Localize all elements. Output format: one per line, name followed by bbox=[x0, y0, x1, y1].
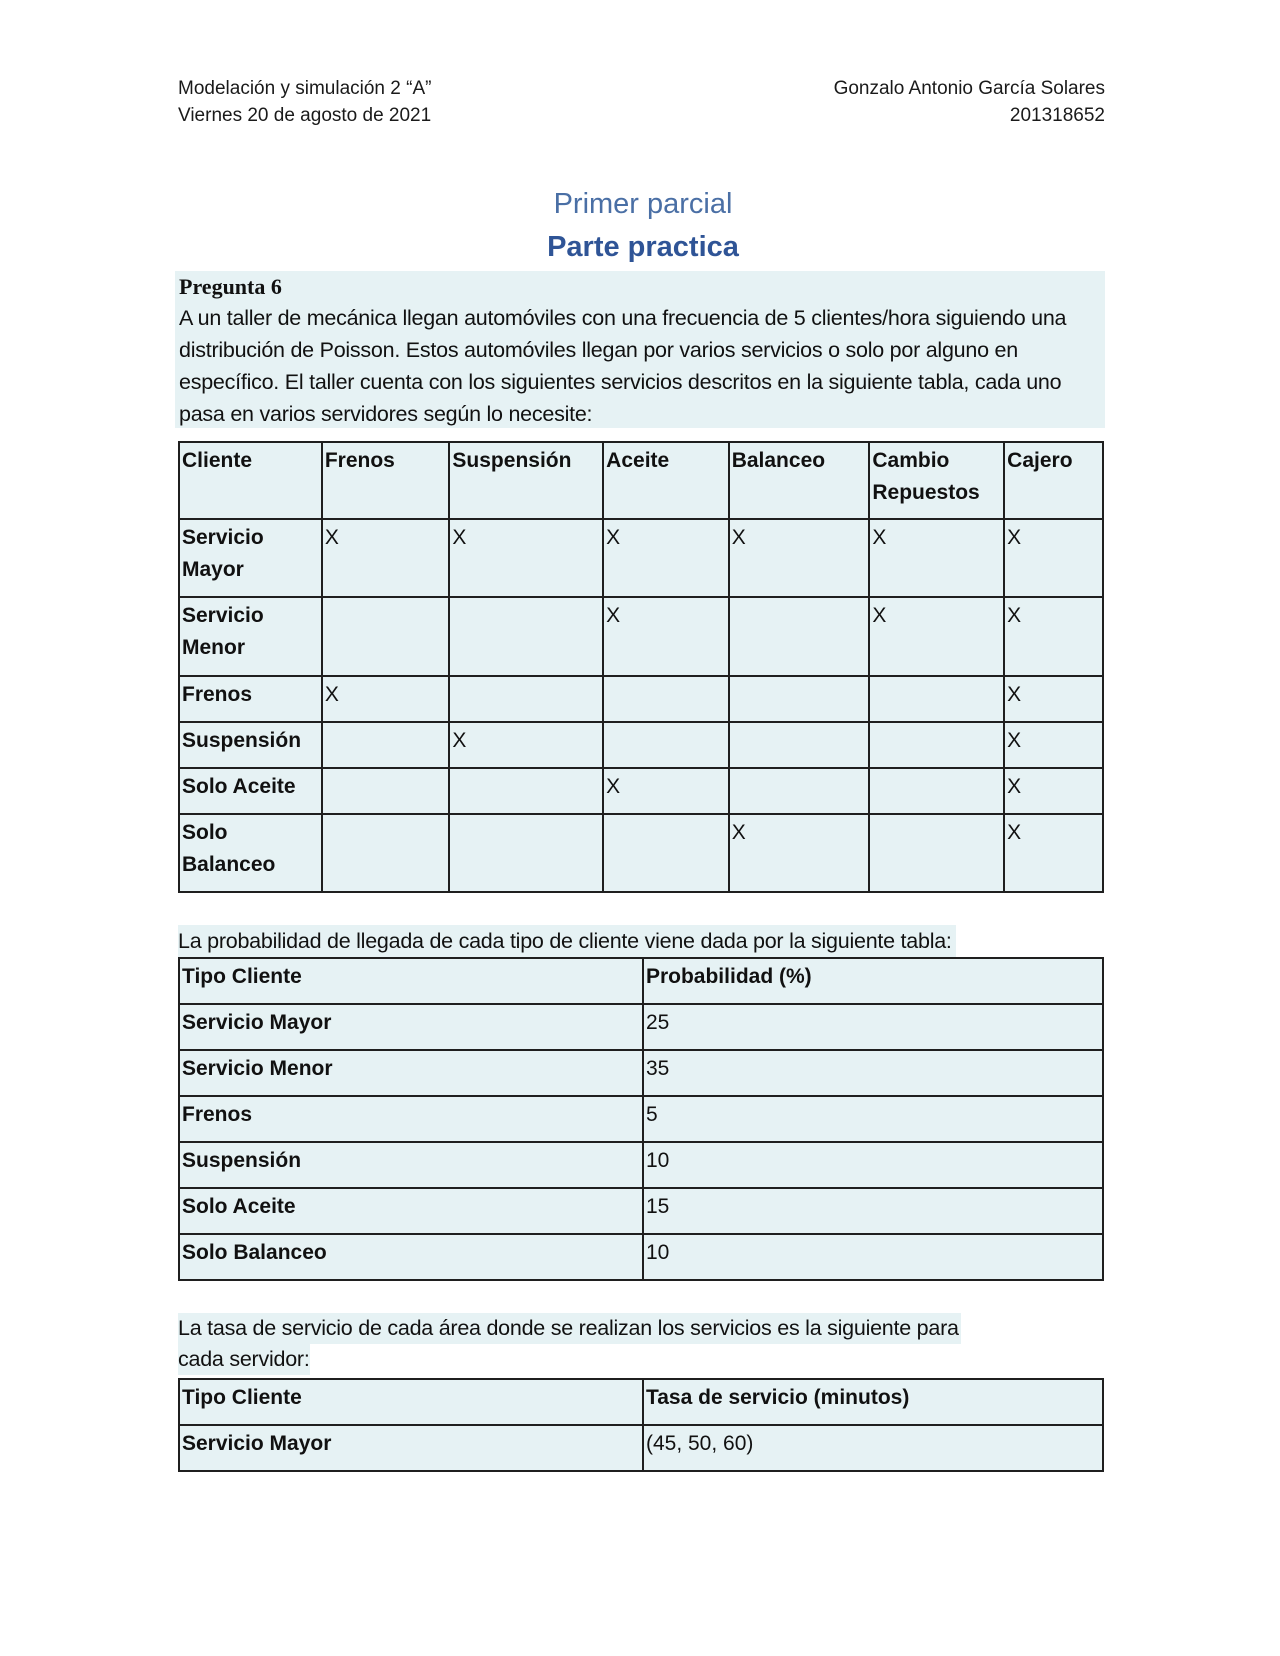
header-right bbox=[834, 75, 1105, 129]
exam-title: Primer parcial bbox=[553, 188, 733, 220]
table-row bbox=[179, 768, 1103, 814]
table-cell: X bbox=[449, 722, 603, 768]
table-cell bbox=[449, 597, 603, 676]
table-cell: X bbox=[1004, 768, 1103, 814]
table-header-cell: Cliente bbox=[179, 442, 322, 519]
table-header-cell: Tipo Cliente bbox=[179, 958, 643, 1004]
student-name: Gonzalo Antonio García Solares bbox=[833, 78, 1105, 99]
table-cell bbox=[322, 768, 450, 814]
table-cell: X bbox=[603, 768, 729, 814]
table-cell bbox=[322, 722, 450, 768]
table-cell: X bbox=[1004, 814, 1103, 892]
table-cell bbox=[603, 814, 729, 892]
table-cell bbox=[869, 814, 1004, 892]
table-row bbox=[179, 676, 1103, 722]
row-label: Servicio Menor bbox=[179, 597, 322, 676]
table-cell: X bbox=[1004, 722, 1103, 768]
table-cell bbox=[449, 814, 603, 892]
table-cell bbox=[322, 597, 450, 676]
service-rate-intro-line2: cada servidor: bbox=[178, 1344, 310, 1375]
table-cell: X bbox=[449, 519, 603, 597]
table-header-cell: Tasa de servicio (minutos) bbox=[643, 1379, 1103, 1425]
table-header-cell: Aceite bbox=[603, 442, 729, 519]
row-label: Solo Aceite bbox=[179, 1188, 643, 1234]
row-label: Suspensión bbox=[179, 1142, 643, 1188]
table-cell: X bbox=[869, 519, 1004, 597]
table-header-cell: Suspensión bbox=[449, 442, 603, 519]
table-row bbox=[179, 1425, 1103, 1471]
row-label: Solo Aceite bbox=[179, 768, 322, 814]
question-text: A un taller de mecánica llegan automóviles con una frecuencia de 5 clientes/hora siguiendo una distribución de Poisson. Estos automóviles llegan por varios servicios o solo por alguno en específico. El taller cuenta con los siguientes servicios descritos en la siguiente tabla, cada uno pasa en varios servidores según lo necesite: bbox=[179, 306, 1067, 426]
table-row bbox=[179, 1234, 1103, 1280]
table-row bbox=[179, 519, 1103, 597]
services-table bbox=[178, 441, 1104, 893]
question-title: Pregunta 6 bbox=[179, 274, 282, 299]
table-cell bbox=[869, 722, 1004, 768]
table-cell: X bbox=[322, 676, 450, 722]
table-cell: X bbox=[1004, 676, 1103, 722]
table-cell: X bbox=[1004, 597, 1103, 676]
table-cell: 10 bbox=[643, 1234, 1103, 1280]
table-cell: 15 bbox=[643, 1188, 1103, 1234]
table-header-row bbox=[179, 442, 1103, 519]
table-row bbox=[179, 1188, 1103, 1234]
table-cell bbox=[729, 676, 870, 722]
table-row bbox=[179, 814, 1103, 892]
table-row bbox=[179, 722, 1103, 768]
table-cell bbox=[603, 676, 729, 722]
table-row bbox=[179, 1004, 1103, 1050]
table-cell bbox=[449, 676, 603, 722]
student-id: 201318652 bbox=[1009, 105, 1105, 126]
table-row bbox=[179, 1096, 1103, 1142]
table-header-row bbox=[179, 1379, 1103, 1425]
table-cell bbox=[729, 597, 870, 676]
table-header-cell: Cambio Repuestos bbox=[869, 442, 1004, 519]
row-label: Frenos bbox=[179, 1096, 643, 1142]
probability-intro: La probabilidad de llegada de cada tipo de cliente viene dada por la siguiente tabla: bbox=[178, 925, 956, 957]
table-header-cell: Cajero bbox=[1004, 442, 1103, 519]
table-cell bbox=[729, 722, 870, 768]
table-header-cell: Balanceo bbox=[729, 442, 870, 519]
table-cell: X bbox=[869, 597, 1004, 676]
table-cell: 5 bbox=[643, 1096, 1103, 1142]
exam-date: Viernes 20 de agosto de 2021 bbox=[178, 105, 432, 126]
table-cell bbox=[729, 768, 870, 814]
table-header-row bbox=[179, 958, 1103, 1004]
header-left bbox=[178, 75, 431, 129]
table-cell: 35 bbox=[643, 1050, 1103, 1096]
table-cell: X bbox=[1004, 519, 1103, 597]
course-name: Modelación y simulación 2 “A” bbox=[178, 78, 432, 99]
table-cell: (45, 50, 60) bbox=[643, 1425, 1103, 1471]
row-label: Solo Balanceo bbox=[179, 1234, 643, 1280]
table-cell: X bbox=[729, 814, 870, 892]
row-label: Frenos bbox=[179, 676, 322, 722]
table-row bbox=[179, 1050, 1103, 1096]
section-title: Parte practica bbox=[547, 231, 739, 263]
table-cell: X bbox=[603, 597, 729, 676]
table-cell bbox=[869, 676, 1004, 722]
table-cell bbox=[449, 768, 603, 814]
table-header-cell: Tipo Cliente bbox=[179, 1379, 643, 1425]
table-cell bbox=[322, 814, 450, 892]
service-rate-table bbox=[178, 1378, 1104, 1472]
row-label: Suspensión bbox=[179, 722, 322, 768]
table-header-cell: Probabilidad (%) bbox=[643, 958, 1103, 1004]
table-cell: 10 bbox=[643, 1142, 1103, 1188]
table-cell: 25 bbox=[643, 1004, 1103, 1050]
row-label: Servicio Menor bbox=[179, 1050, 643, 1096]
probability-table bbox=[178, 957, 1104, 1281]
table-row bbox=[179, 597, 1103, 676]
table-header-cell: Frenos bbox=[322, 442, 450, 519]
table-cell bbox=[869, 768, 1004, 814]
table-cell: X bbox=[603, 519, 729, 597]
row-label: Servicio Mayor bbox=[179, 1004, 643, 1050]
row-label: Solo Balanceo bbox=[179, 814, 322, 892]
table-cell: X bbox=[729, 519, 870, 597]
row-label: Servicio Mayor bbox=[179, 1425, 643, 1471]
service-rate-intro-line1: La tasa de servicio de cada área donde se realizan los servicios es la siguiente para bbox=[178, 1313, 961, 1344]
table-row bbox=[179, 1142, 1103, 1188]
row-label: Servicio Mayor bbox=[179, 519, 322, 597]
table-cell: X bbox=[322, 519, 450, 597]
table-cell bbox=[603, 722, 729, 768]
